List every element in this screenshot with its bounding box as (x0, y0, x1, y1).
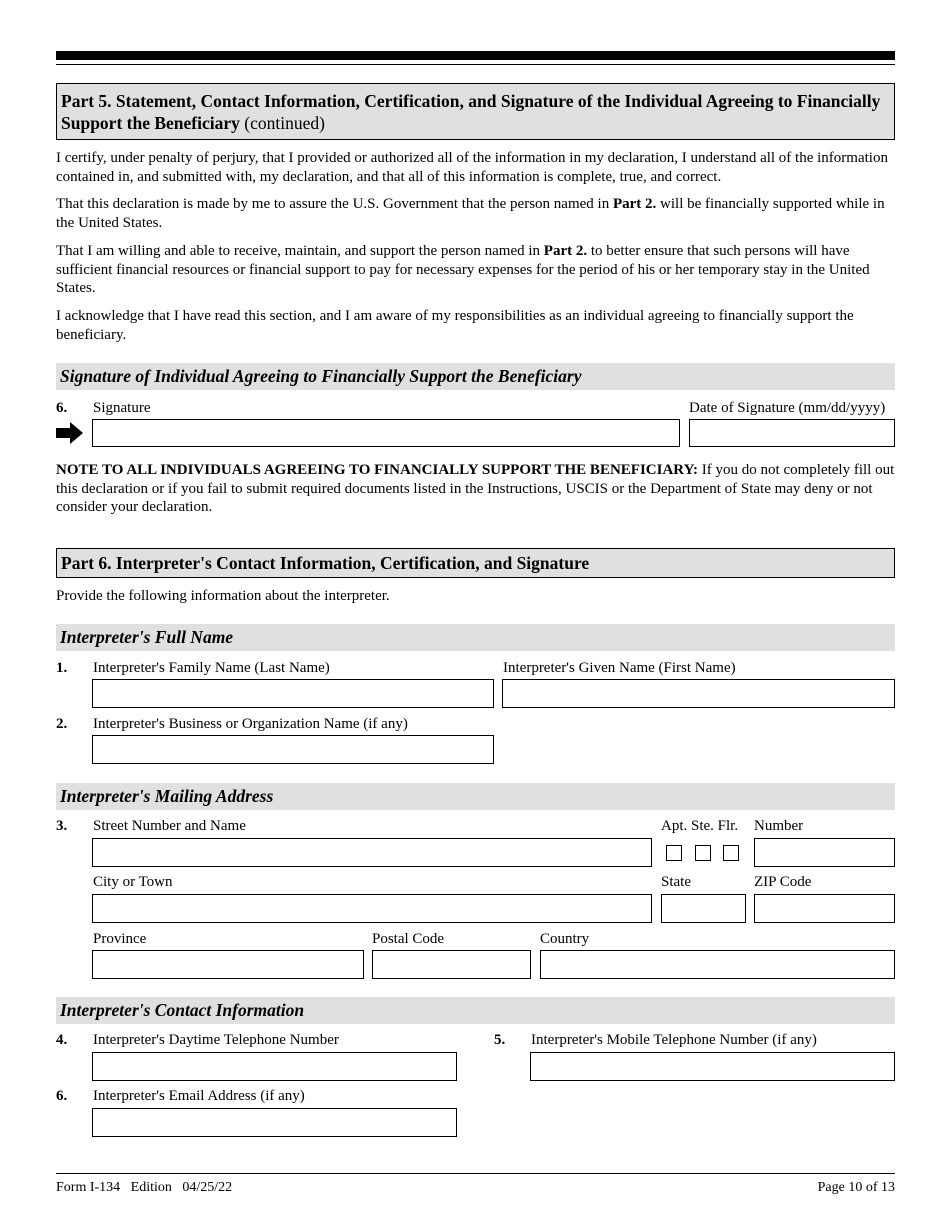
family-name-input[interactable] (92, 679, 494, 708)
province-input[interactable] (92, 950, 364, 979)
part6-title: Part 6. Interpreter's Contact Information, Certification, and Signature (61, 553, 590, 573)
email-label: Interpreter's Email Address (if any) (93, 1088, 305, 1104)
top-thick-rule (56, 51, 895, 60)
apt-ste-flr-label: Apt. Ste. Flr. (661, 818, 739, 834)
zip-label: ZIP Code (754, 874, 812, 890)
acknowledge-paragraph: I acknowledge that I have read this section, and I am aware of my responsibilities as an individual agreeing to financially support the beneficiary. (56, 308, 854, 343)
province-label: Province (93, 931, 147, 947)
unit-number-label: Number (754, 818, 804, 834)
unit-number-input[interactable] (754, 838, 895, 867)
date-of-signature-label: Date of Signature (mm/dd/yyyy) (689, 400, 886, 416)
certify-paragraph: I certify, under penalty of perjury, that I provided or authorized all of the information in my declaration, I understand all of the information contained in, and submitted with, my declaration, and that all of this information is complete, true, and correct. (56, 150, 888, 185)
item-1-number: 1. (56, 660, 68, 676)
item-3-number: 3. (56, 818, 68, 834)
apt-checkbox[interactable] (666, 845, 682, 861)
footer-rule (56, 1173, 895, 1174)
part5-title: Part 5. Statement, Contact Information, Certification, and Signature of the Individual Agreeing to Financially Support the Beneficiary (61, 91, 881, 133)
street-label: Street Number and Name (93, 818, 246, 834)
mobile-phone-label: Interpreter's Mobile Telephone Number (if any) (531, 1032, 817, 1048)
city-input[interactable] (92, 894, 652, 923)
mobile-phone-input[interactable] (530, 1052, 895, 1081)
email-input[interactable] (92, 1108, 457, 1137)
item-6-interpreter-number: 6. (56, 1088, 68, 1104)
given-name-input[interactable] (502, 679, 895, 708)
daytime-phone-input[interactable] (92, 1052, 457, 1081)
item-5-number: 5. (494, 1032, 506, 1048)
flr-checkbox[interactable] (723, 845, 739, 861)
part5-title-suffix: (continued) (239, 113, 325, 133)
given-name-label: Interpreter's Given Name (First Name) (503, 660, 736, 676)
signature-section-header: Signature of Individual Agreeing to Financially Support the Beneficiary (56, 363, 895, 390)
contact-info-section-header: Interpreter's Contact Information (56, 997, 895, 1024)
part5-header (56, 83, 895, 140)
item-4-number: 4. (56, 1032, 68, 1048)
willing-paragraph: That I am willing and able to receive, maintain, and support the person named in Part 2. to better ensure that such persons will have sufficient financial resources or financial support to pay for necessary expenses for the period of his or her temporary stay in the United States. (56, 243, 870, 296)
family-name-label: Interpreter's Family Name (Last Name) (93, 660, 330, 676)
item-6-number: 6. (56, 400, 68, 416)
mailing-address-section-header: Interpreter's Mailing Address (56, 783, 895, 810)
top-thin-rule (56, 64, 895, 65)
business-name-label: Interpreter's Business or Organization Name (if any) (93, 716, 408, 732)
note-heading: NOTE TO ALL INDIVIDUALS AGREEING TO FINANCIALLY SUPPORT THE BENEFICIARY: (56, 462, 699, 478)
signature-field[interactable] (92, 419, 680, 447)
arrow-right-icon (56, 422, 86, 444)
state-label: State (661, 874, 691, 890)
interpreter-intro: Provide the following information about the interpreter. (56, 588, 390, 604)
zip-input[interactable] (754, 894, 895, 923)
signature-label: Signature (93, 400, 151, 416)
page-number: Page 10 of 13 (817, 1180, 895, 1195)
declaration-paragraph: That this declaration is made by me to assure the U.S. Government that the person named in Part 2. will be financially supported while in the United States. (56, 196, 885, 231)
postal-code-label: Postal Code (372, 931, 445, 947)
city-label: City or Town (93, 874, 173, 890)
street-input[interactable] (92, 838, 652, 867)
daytime-phone-label: Interpreter's Daytime Telephone Number (93, 1032, 339, 1048)
ste-checkbox[interactable] (695, 845, 711, 861)
state-select[interactable] (661, 894, 746, 923)
date-of-signature-field[interactable] (689, 419, 895, 447)
country-label: Country (540, 931, 590, 947)
part6-header (56, 548, 895, 578)
form-edition-label: Form I-134 Edition 04/25/22 (56, 1180, 233, 1195)
postal-code-input[interactable] (372, 950, 531, 979)
country-input[interactable] (540, 950, 895, 979)
note-paragraph: NOTE TO ALL INDIVIDUALS AGREEING TO FINANCIALLY SUPPORT THE BENEFICIARY: If you do not completely fill out this declaration or if you fail to submit required documents listed in the Instructions, USCIS or the Department of State may deny or not consider your declaration. (56, 462, 895, 515)
business-name-input[interactable] (92, 735, 494, 764)
item-2-number: 2. (56, 716, 68, 732)
full-name-section-header: Interpreter's Full Name (56, 624, 895, 651)
